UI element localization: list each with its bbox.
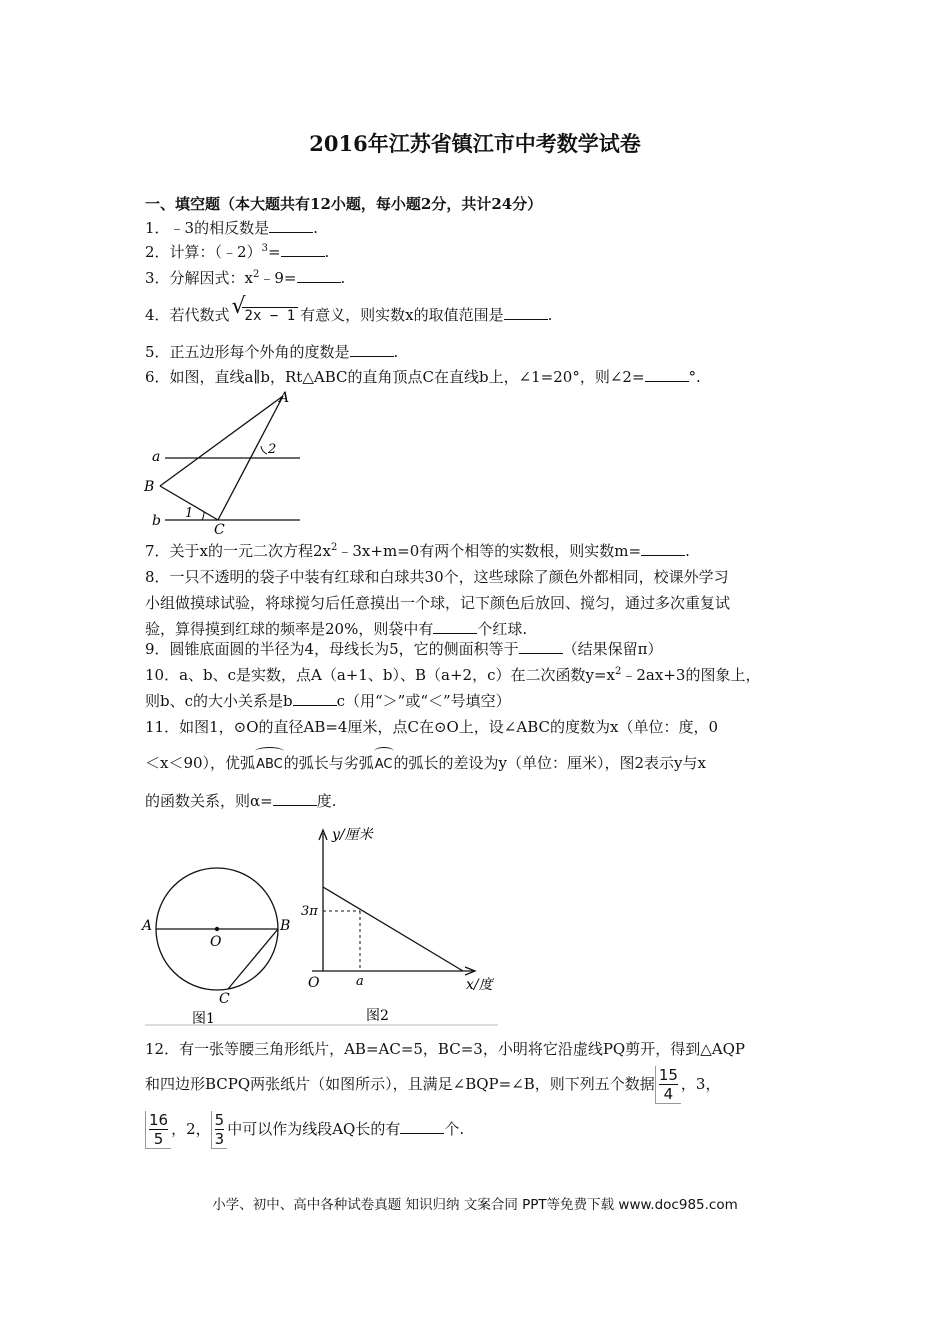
- question-5: 5．正五边形每个外角的度数是 .: [145, 343, 399, 361]
- figure-q11: [140, 825, 505, 1030]
- section-heading: 一、填空题（本大题共有12小题，每小题2分，共计24分）: [145, 195, 543, 213]
- label-A: A: [279, 390, 290, 406]
- fraction-15-4: $\frac{15}{4}$: [655, 1066, 681, 1104]
- question-10-line-2: 则b、c的大小关系是b c（用“＞”或“＜”号填空）: [145, 692, 511, 710]
- question-8-line-2: 小组做摸球试验，将球搅匀后任意摸出一个球，记下颜色后放回、搅匀，通过多次重复试: [145, 594, 731, 612]
- page-footer: 小学、初中、高中各种试卷真题 知识归纳 文案合同 PPT等免费下载 www.doc985.com: [212, 1197, 738, 1213]
- x-tick-a: a: [356, 974, 364, 989]
- label-b: b: [152, 513, 161, 529]
- origin-label: O: [308, 975, 320, 991]
- label-B: B: [280, 918, 291, 934]
- question-8-line-3: 验，算得摸到红球的频率是20%，则袋中有 个红球.: [145, 620, 528, 638]
- arc-abc: ABC: [255, 754, 284, 776]
- figure-q6: [140, 388, 310, 538]
- label-B: B: [144, 479, 155, 495]
- question-12-line-1: 12．有一张等腰三角形纸片，AB=AC=5，BC=3，小明将它沿虚线PQ剪开，得到△AQP: [145, 1040, 745, 1058]
- square-root: √ 2x − 1: [232, 304, 299, 327]
- figure-2-label: 图2: [366, 1008, 389, 1024]
- label-C: C: [219, 991, 230, 1007]
- question-2: 2．计算：（﹣2）$^3$= .: [145, 243, 330, 261]
- question-12-line-3: $\frac{16}{5}$ ，2， $\frac{5}{3}$ 中可以作为线段AQ长的有 个.: [145, 1111, 464, 1149]
- label-C: C: [214, 522, 225, 538]
- question-6: 6．如图，直线a∥b，Rt△ABC的直角顶点C在直线b上，∠1=20°，则∠2= °.: [145, 368, 701, 386]
- question-3: 3．分解因式：$x^2﹣9=$ .: [145, 269, 346, 287]
- question-9: 9．圆锥底面圆的半径为4，母线长为5，它的侧面积等于 （结果保留π）: [145, 640, 663, 658]
- page-title: 2016年江苏省镇江市中考数学试卷: [309, 131, 641, 156]
- question-4: 4．若代数式 √ 2x − 1 有意义，则实数x的取值范围是 .: [145, 304, 552, 327]
- question-11-line-1: 11．如图1，⊙O的直径AB=4厘米，点C在⊙O上，设∠ABC的度数为x（单位：度，0: [145, 718, 718, 736]
- label-angle-1: 1: [185, 506, 194, 521]
- label-A: A: [142, 918, 153, 934]
- label-O: O: [210, 934, 222, 950]
- question-12-line-2: 和四边形BCPQ两张纸片（如图所示），且满足∠BQP=∠B，则下列五个数据 $\frac{15}{4}$ ，3，: [145, 1066, 721, 1103]
- question-10-line-1: 10．a、b、c是实数，点A（a+1、b）、B（a+2，c）在二次函数$y=x^2﹣2ax+3$的图象上，: [145, 666, 761, 684]
- arc-ac: AC: [374, 754, 394, 776]
- fraction-5-3: $\frac{5}{3}$: [211, 1111, 228, 1149]
- question-8-line-1: 8．一只不透明的袋子中装有红球和白球共30个，这些球除了颜色外都相同，校课外学习: [145, 568, 729, 586]
- question-7: 7．关于x的一元二次方程$2x^2﹣3x+m=0$有两个相等的实数根，则实数m= .: [145, 542, 690, 560]
- fraction-16-5: $\frac{16}{5}$: [145, 1111, 171, 1149]
- question-11-line-3: 的函数关系，则α= 度.: [145, 792, 337, 810]
- label-a: a: [152, 449, 161, 465]
- y-axis-label: y/厘米: [332, 827, 373, 843]
- label-angle-2: 2: [268, 442, 277, 457]
- question-11-line-2: ＜x＜90），优弧ABC的弧长与劣弧AC的弧长的差设为y（单位：厘米），图2表示y与x: [145, 752, 706, 776]
- question-1: 1．﹣3的相反数是 .: [145, 219, 318, 237]
- x-axis-label: x/度: [466, 977, 493, 993]
- figure-1-label: 图1: [192, 1011, 215, 1027]
- y-tick-3pi: 3π: [301, 904, 318, 919]
